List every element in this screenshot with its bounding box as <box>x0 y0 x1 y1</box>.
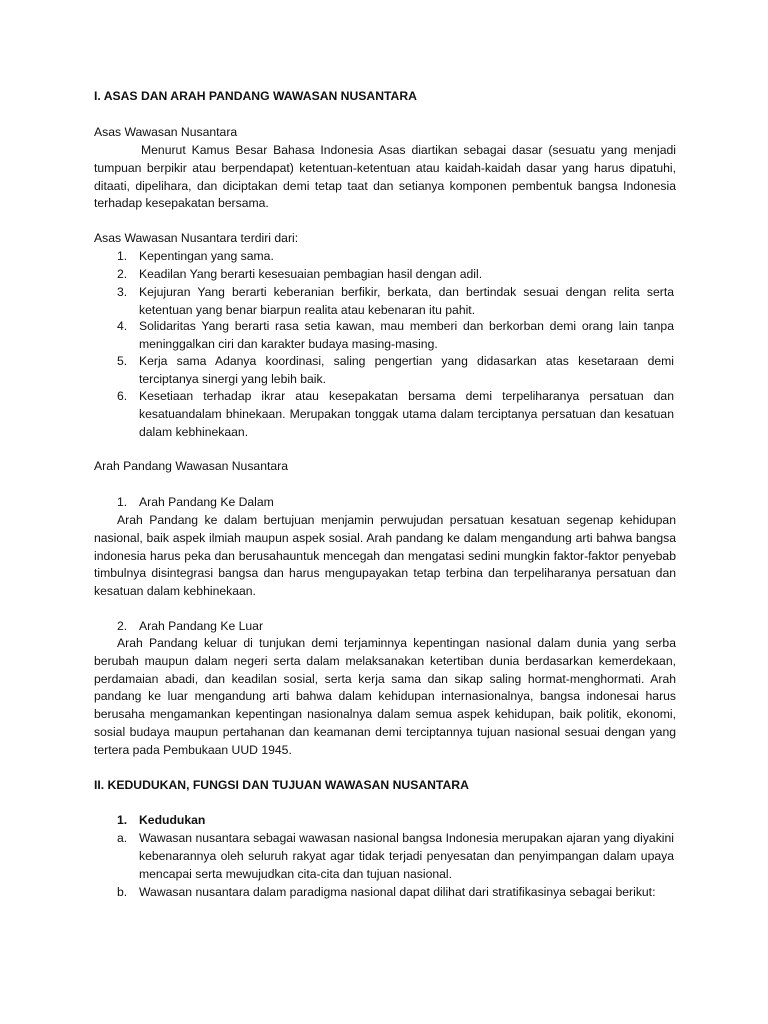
list-item-text: Keadilan Yang berarti kesesuaian pembagian hasil dengan adil. <box>139 267 483 281</box>
list-item-text: Kejujuran Yang berarti keberanian berfikir, berkata, dan bertindak sesuai dengan relita serta ketentuan yang benar biarpun realita atau kebenaran itu pahit. <box>139 285 674 317</box>
list-item-number: 5. <box>117 354 128 368</box>
list-item-text: Solidaritas Yang berarti rasa setia kawan, mau memberi dan berkorban demi orang lain tanpa meninggalkan ciri dan karakter budaya masing-masing. <box>139 319 674 351</box>
arah-ke-dalam-paragraph: Arah Pandang ke dalam bertujuan menjamin perwujudan persatuan kesatuan segenap kehidupan nasional, baik aspek ilmiah maupun aspek sosial. Arah pandang ke dalam mengandung arti bahwa bangsa indonesia harus peka dan berusahauntuk mencegah dan mengatasi sedini mungkin faktor-faktor penyebab timbulnya disintegrasi bangsa dan harus mengupayakan tetap terbina dan terpeliharanya persatuan dan kesatuan dalam kebhinekaan. <box>94 513 676 599</box>
list-item-letter: a. <box>117 831 128 845</box>
list-item-number: 6. <box>117 389 128 403</box>
arah-item-title: Arah Pandang Ke Dalam <box>139 495 274 509</box>
arah-item-title: Arah Pandang Ke Luar <box>139 619 263 633</box>
kedudukan-title: Kedudukan <box>139 813 206 827</box>
asas-title: Asas Wawasan Nusantara <box>94 125 238 139</box>
list-item-text: Kepentingan yang sama. <box>139 249 274 263</box>
list-item-text: Wawasan nusantara sebagai wawasan nasional bangsa Indonesia merupakan ajaran yang diyakini kebenarannya oleh seluruh rakyat agar tidak terjadi penyesatan dan penyimpangan dalam upaya mencapai serta mewujudkan cita-cita dan tujuan nasional. <box>139 831 674 881</box>
list-item-number: 2. <box>117 619 128 633</box>
list-item-text: Kesetiaan terhadap ikrar atau kesepakatan bersama demi terpeliharanya persatuan dan kesatuandalam bhinekaan. Merupakan tonggak utama dalam terciptanya persatuan dan kesatuan dalam kebhinekaan. <box>139 389 674 439</box>
arah-pandang-title: Arah Pandang Wawasan Nusantara <box>94 459 288 473</box>
list-item-text: Kerja sama Adanya koordinasi, saling pengertian yang didasarkan atas kesetaraan demi terciptanya sinergi yang lebih baik. <box>139 354 674 386</box>
list-item-number: 1. <box>117 813 128 827</box>
section-2-heading: II. KEDUDUKAN, FUNGSI DAN TUJUAN WAWASAN NUSANTARA <box>94 778 469 792</box>
list-item-text: Wawasan nusantara dalam paradigma nasional dapat dilihat dari stratifikasinya sebagai berikut: <box>139 885 656 899</box>
list-item-number: 1. <box>117 495 128 509</box>
list-item-letter: b. <box>117 885 128 899</box>
list-item-number: 2. <box>117 267 128 281</box>
list-item-number: 3. <box>117 285 128 299</box>
asas-paragraph: Menurut Kamus Besar Bahasa Indonesia Asas diartikan sebagai dasar (sesuatu yang menjadi tumpuan berpikir atau berpendapat) ketentuan-ketentuan atau kaidah-kaidah dasar yang harus dipatuhi, ditaati, dipelihara, dan diciptakan demi tetap taat dan setianya komponen pembentuk bangsa Indonesia terhadap kesepakatan bersama. <box>94 143 676 211</box>
asas-list-title: Asas Wawasan Nusantara terdiri dari: <box>94 231 299 245</box>
list-item-number: 1. <box>117 249 128 263</box>
section-1-heading: I. ASAS DAN ARAH PANDANG WAWASAN NUSANTARA <box>94 89 417 103</box>
arah-ke-luar-paragraph: Arah Pandang keluar di tunjukan demi terjaminnya kepentingan nasional dalam dunia yang serba berubah maupun dalam negeri serta dalam melaksanakan ketertiban dunia berdasarkan kemerdekaan, perdamaian abadi, dan keadilan sosial, serta kerja sama dan sikap saling hormat-menghormati. Arah pandang ke luar mengandung arti bahwa dalam kehidupan internasionalnya, bangsa indonesai harus berusaha mengamankan kepentingan nasionalnya dalam semua aspek kehidupan, baik politik, ekonomi, sosial budaya maupun pertahanan dan keamanan demi terciptannya tujuan nasional sesuai dengan yang tertera pada Pembukaan UUD 1945. <box>94 636 676 757</box>
list-item-number: 4. <box>117 319 128 333</box>
